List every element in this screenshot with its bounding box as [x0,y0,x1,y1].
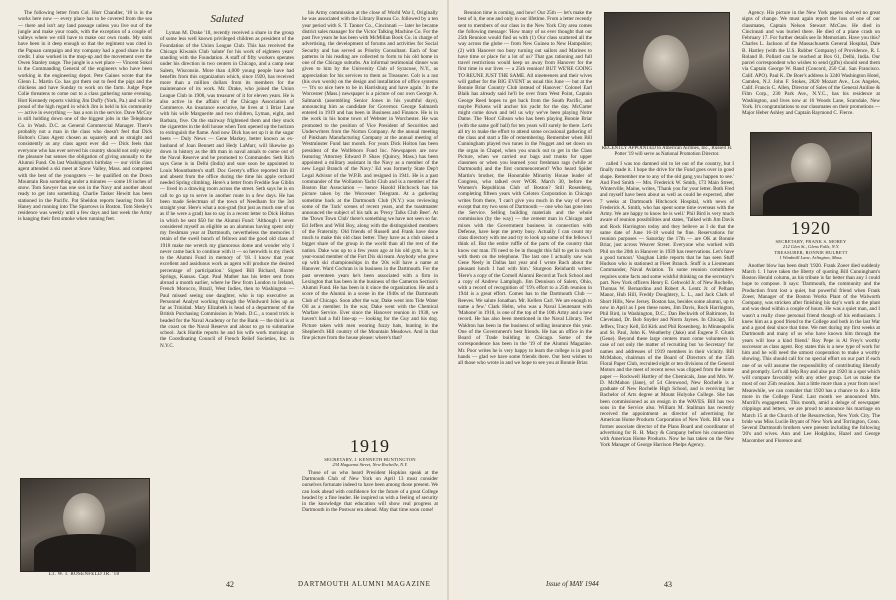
class-1920-treasurer-address: 1 Windmill Lane, Arlington, Mass. [779,255,843,261]
potter-photo [604,12,730,146]
morey-photo [750,132,872,216]
rosenfeld-photo-caption: LT. W. I. ROSENFELD JR. '18 [48,572,120,577]
left-col-3-text: his Army commission at the close of World War I, Originally he was associated with the Library Bureau Co. followed by a ten year period with S. T. Tanner Co., Cincinnati — later he became district sales manager for the Victor Talking Machine Co. For the past five years he has been with McMillan Book Co. in charge of advertising, the development of forums and activities for Social Security and has served as Priority Consultant. Each of four patterns in his reading are collected to form to his old home in one of the Chicago suburbs. An informal testimonial dinner was given to him by the University Club of Syracuse, N.Y., as appreciation for his services to them as Treasurer. Colt is a nut (his own words) on the design and installation of office systems — 'It's so nice here to be in Harrisburg and have again.' In the Worcester (Mass.) newspaper is a picture of our own George A. Salmarsh (assembling Senior Jones in his youthful days), announcing him as candidate for Governor. George Salmarsh entered in 1919 and has been in Business and Finance. He is in the work in his home town of Webster in Worchester. He was promoted to the position of Vice President of Securities and Underwriters from the Norton Company. At the annual meeting of Pinkham Manufacturing Company at the annual meeting of Westminster Fund last month. For years Dick Holton has been president of the Wolfeboro Fund Inc. Newspapers are now featuring 'Attorney Edward P. Shaw (Quincy, Mass.) has been appointed a military assistant in the Navy as a member of the new Legal Branch of the Navy.' Ed was formerly State Dep't Legal Advisor of the W.P.B. and resigned in 1941. He is a past commander of the Wollaston Yacht Club and is a member of the Boston Bar Association — hence Harold Hitchcock has his picture taken by the Worcester Telegram. At a gathering sometime back at the Dartmouth Club (N.Y.) was reviewing some of the 'Jack' scenes of recent years, and the toastmaster announced the subject of his talk as 'Prexy Talks Club Beer'. At the 'Down Town Club' there's something we have not seen so far. Ed Jeffers and Wild Boy, along with the distinguished members of the Fraternity. Old friends of Russell and Frank have done much to make this old class better. They have as a club raised a bigger share of the group in the world than all the rest of the nation. Dake was up to a few years ago at his old gym, he is a year-round member of the Fort Dix ski team. Anybody who grew up with ski championships in the '20s will have a name at Hanover. Ward Cochran is in business in the Dartmouth. For the past seventeen years he's been associated with a firm in Lexington that has been in the business of the Cameron Section's Alumni Fund. He has been in it since the organization. He and a score of the Alumni in a scene in the 1940s of the Dartmouth Club of Chicago. Soon after the war, Dake went into Tide Water Oil as a member. In the war, Dake went with the Chemical Warfare Service. Ever since the Hanover reunion in 1938, we haven't had a full line-up — looking for the Guy and his dog. Picture taken with men wearing fuzzy hats, hunting in the Shepherd's Hill country of the Mountain Meadows. And in that fine picture from the house please: where's that? [302,10,438,341]
page-gutter [447,0,449,600]
portrait-face [643,35,689,91]
left-col-1-text: The following letter from Col. Horr Chandler, '18 is in the works here now — every place has to be covered from the sea — there and isn't any land passage unless you live out of the jungle and make your roads, with the exception of a couple of valleys where we still have to make our own roads. My units have been in it deep enough so that the regiment was cited in the Papuan campaign and my company had a good share in the credit. I also worked in the mop-up and the movement over the Owen Stanley range. The jungle is a wet place — Vincent Sokol is the Commanding General of the engineers who have been working in the engineering depot. Pete Gaines wrote that the Glenn L. Martin Co. has got them out to feed the pigs and the chickens and have Sunday to work on the farm. Judge Pope Colie threatens to come out to a class gathering some evening. Hort Kennedy reports visiting Jim Duffy (York, Pa.) and will be proud of the high regard in which Jim is held in his community — active in everything — has a son in the service. Dave McCoy is still holding down one of the biggest jobs in the Telephone Co. in Wash. D.C. as General Commercial Manager. There's probably not a man in the class who doesn't feel that Dick Holton's Class Agent chosen as squarely and as straight and consistently as any class agent ever did — Dick feels that everyone who has ever served his country should not only enjoy the pleasure but senses the obligation of giving annually to the Alumni Fund. On last Washington's birthday — our virile class agent attended a ski meet at Snow Valley, Mass. and competed with the best of the youngsters — he qualified on the Down Mountain Run something under a minutes — some 18 inches of snow. Tom Sawyer has one son in the Navy and another about ready to get into something. Charlie Tasker Hewitt has been stationed in the Pacific. Pat Sheldon reports hearing from Ed Haney and running into The Sparrows in Boston. Tom Slesley's residence was weekly until a few days and last week the Army is hanging their first smoke when running feet. [18,10,152,223]
left-col-2-text: Lyman M. Drake '18, recently received a share in the group of some less well known privileged children as president of the Foundation of the Union League Club. This has received the Chicago Kiwanis Club 'salute' for his work of eighteen years' standing with the Foundation. A staff of fifty workers operates under his direction in two centers in Chicago, and a camp near Salem, Wisconsin. More than 4,000 young people have had benefits from this organization which, since 1920, has received more than a million dollars from its members for the maintenance of its work. Mr. Drake, who joined the Union League Club in 1908, was treasurer of it for eleven years. He is also active in the affairs of the Chicago Association of Commerce. An insurance executive, he lives at 1 Briar Lane with his wife Marguerite and two children, Lyman, eight, and Barbara, five. On the stairway frightened them and they stuck the cigarettes in the doll house when Tom opened up the horizon to extinguish the flame. And now Dick has set up it in the sugar beets — Duly News — Gene Markey, better known as ex-husband of Joan Bennett and Hedy LaMarr, will likewise go down in history as the 4th man in naval annals to come out of the Naval Reserve and be promoted to Commander. Seth Rich says Gene is in Delhi (India) and sure soon be appointed to Louis Mountbatten's staff. Doc Gerety's office reported him ill and absent from the office during the time his apple orchard needed Spring climbing. Here's a letter from Freddie Sue Giblin — lived in a drawing room across the street. Seth says he is on call to go up to serve in another route in a few days. He has been made Selectman of the town of Needham for the 3rd straight year. Here's what a non-grad (but just as much one of us as if he were a grad) has to say in a recent letter to Dick Holton in which he sent $50 for the Alumni Fund: 'Although I never considered myself as eligible as an alumnus having spent only my freshman year at Dartmouth, nevertheless the memories I retain of the swell bunch of fellows and the good old class of 1918 make me wretch my glamorous dome and wonder why I never came back to continue with it — so herewith is my check to the Alumni Fund in memory of '18. I know that your excellent and assiduous work as agent will produce the desired percentage of participation.' Signed Bill Bichard, Baxter Springs, Kansas. Capt. Paul Mather has his letter sent from abroad a month earlier, where he flew from London to Ireland, French Morocco, Brazil, West Indies, then to Washington — Paul missed seeing one daughter, who is top executive as Personnel Analyst working through the Windward Isles up as far as Trinidad. Mary Elizabeth is head of a department of the British Purchasing Commission in Wash. D.C., a round trick is headed for the Naval Academy or for the Bank — the third is at the coast on the Naval Reserve and about to go to submarine school. Jack Hardie reports he and his wife work mornings at the Coordinating Council of French Relief Societies, Inc. in N.Y.C. [160,30,294,349]
left-col-3-text2: Those of us who heard President Hopkins speak at the Dartmouth Club of New York on April 13 must consider ourselves fortunate indeed to have been among those present. We can look ahead with confidence for the future of a great College headed by a fine leader. He inspired us with a feeling of security in the knowledge that education will show real progress at Dartmouth in the Postwar era ahead. May that time soon come! [302,469,438,514]
right-col-2-text: called I was too damned old to let out of the country, but I finally made it. I hope the drive for the Fund goes over in good shape. Remember me to any of the old gang you happen to see.' And Fred Smith — Mrs. Frederick W. Smith, 173 Main Street, Winterville, Maine, writes, 'Thank you for your letter. Both Fred and myself have been about as well as could be expected, after 7 weeks at Dartmouth Hitchcock Hospital, with news of Frederick A. Smith, who has spent some time overseas with the Army. We are happy to know he is well.' Phil Bird is very much aware of reunion possibilities and states, 'Talked with Jim Davis and Rock Harrington today and they believe as I do that the same date of June 16-18 would be fine. Reservations for reunion purposes — Saturday the 17th — are OK at Bonnie Briar, just across Weaver Street. Everyone who worked with Phil on the 20th in Hanover in 1939 has reservations. Let's have a good turnout.' Vaughan Little reports that he has seen Stuff Hudson who is stationed at Fleet Branch. Stuff is a Lieutenant Commander, Naval Aviation. To some reunion committees requires some facts and some wishful thinking on the secretary's part. New York officers Henry E. Gehwold Jr. of New Rochelle, Thomas W. Bernardino and Robert A. Lentz Jr. of Pelham Manor, Hub Hill, Freddy Doughtery, L. L., and Jack Clark of Short Hills, New Jersey. Boston has, besides some alumni, up to now in April as I pen these notes, Jim Davis, Rock Harrington, Phil Bird, in Washington, D.C.; Dan Beckwith of Baltimore, In Cleveland, Dr. Bob Snyder and Norm Jaynes. In Chicago, Ed Jeffers, Tracy Kell, Ed Kirk and Phil Rosenberg. In Minneapolis and St. Paul, John K. Weatherby (Jake) and Eugene F. Glunk (Gene). Beyond these large centers must come volunteers in case of not only the matter of recruiting but 'so Secretary' for names and addresses of 1919 members in their vicinity. Bill McMahon, chairman of the Board of Directors of the 15th Floral Paper Club, recruited eight or ten divisions of the General Motors and the meet of recent news was clipped from the home paper — Rockwell Hartley of the Chemicals, Jane and Mrs. W. D. McMahon (Jane), of 54 Glenwood, New Rochelle is a graduate of New Rochelle High School, and is receiving her Bachelor of Arts degree at Mount Holyoke College. She has been commissioned as an ensign in the WAVES. Bill has two sons in the Service also. William M. Stallman has recently received the appointment as director of advertising for American Home Products Corporation of New York. Bill was a former associate director of the Plans Board and coordinator of advertising for R. H. Macy & Company before his connection with American Home Products. Now he has taken on the New York Manager of George Harrison Phelps Agency. [600,161,734,449]
class-1920-treasurer: TREASURER, RONNIE HULBETT [774,249,848,255]
right-col-3-text: Agency. His picture in the New York papers showed no great signs of change. We must again report the loss of one of our classmates, Captain Nelson Stewart McCaw. He died in Cincinnati and was buried there. He died of a plane crash on February 17. For further details see In Memoriam. Have you this? Charles L. Jackson of the Massachusetts General Hospital, Dale B. Hartley (with the U.S. Rubber Company) of Providence, R. I. Roland B. Pollard can be reached at Box 61, Delhi, India. Our parcel correspondent who wishes to send (gifts) should send them via Captain George W. Rand (Concord, 250 Cal. San Francisco. Calif. APO). Paul K. De Boer's address is 3240 Washington Hotel, Camden, N.J. John F. Stokes, 2820 Mozart Ave., Los Angeles, Calif. Francis C. Allen, Director of Sales of the General Aniline & Film Corp., 230 Park Ave., N.Y.C., has his residence at Washington, and lives now at 16 Woods Lane, Scarsdale, New York. It's congratulations to our classmates on their promotions — Major Heber Ashley and Captain Raymond C. Fierce. [742,10,880,116]
class-1920-address: 212 Glen St., Glens Falls, N.Y. [782,244,840,250]
portrait-suit [617,92,716,145]
portrait-uniform [34,534,136,571]
potter-photo-caption: RECENTLY APPOINTED to American Airlines, Inc., Russell H. Potter '19 will serve as National Promotion Director. [601,146,733,157]
right-col-1-text: Reunion time is coming, and how! Our 25th — let's make the best of it, the one and only in our lifetime. From a letter recently sent to members of our class in the New York City area comes the following message: 'How many of us ever thought that our 25th Reunion would find us with (1) Our class scattered all the way across the globe — from New Guinea to New Hampshire; (2) with Hanover too busy turning out sailors and Marines to have time or place for a lot of us? That gas rationing and full travel restrictions would keep us away from Hanover for the first time in our lives — a 25th reunion! BUT WE'RE GOING TO REUNE JUST THE SAME. All nineteeners and their wives will gather for the BIG EVENT as usual this June — but at the Bonnie Briar Country Club instead of Hanover.' Colonel Earl Blaik has already said he'll be over from West Point, Captain George Reed hopes to get back from the South Pacific, and maybe Pickens will anchor his yacht for the day. McCarter might come down and tell us why we've been playing Notre Dame. The 'Hoot' Gibson who has been playing Bonnie Briar (with the same golf ball) for ten years will surely be there. Let's all try to make the effort to attend some occasional gathering of the class and start a file of remembering. Remember when Bill Cunningham played two tunes in the Nugget and set down on the organ in Chapel, when you snuck out to get in the Class Picture, when we carried our bags and trunks for upper classmen or when you learned your freshman rags (while at Dartmouth) and the first commencement? Who heard Spider Martin's brother, the Honorable Minority House leader of Congress, who talked over WOR. March 30, before the Women's Republican Club of Boston? Still Rosenberg, completing fifteen years with Celotex Corporation in Chicago writes from there, 'I can't give you much in the way of news except that my two sons of Dartmouth — one who has gone into the Service. Selling building materials and the whole commission (by the way) — the cement man in Chicago and mixes with the Government business in connection with Defense, have kept me pretty busy. Actually I can count my class directory with me and try to look up some of the fellows I think of. But the entire ruffle of the parts of the country that know our man. I'll need to be in thought this fall to get in touch with them on the telephone. The last one I actually saw was Gene Neely in Dallas last year and I wrote Bach about the pleasant lunch I had with him.' Sturgeon Reinhardt writes: 'Here's a copy of the Cornell Alumni Record at Tuck School and a copy of Andrew Lamplugh. Jim Dennison of Salem, Ohio, with a record of recognition of '19's effort to a 25th reunion in 1944 is a great effort. Comes has to the Dartmouth Club — Reeves. We salute Jonathan. Mr. Kellers Carl. We are enough to name a few.' Clark Helm, who was a Naval Lieutenant with 'Mahone' in 1918, is one of the top of the 10th Army and a new record. He has also been mentioned in the Naval Library. Ted Waldron has been in the business of selling insurance this year. One of the Government's best friends. He has an office in the Board of Trade building in Chicago. Some of the correspondence has been in the '19 of the Alumni Magazine. Mr. Poor writes he is very happy to learn the college is in good hands — glad we have some friends there. Our best wishes to all those who wrote in and we hope to see you at Bonnie Briar. [458,10,592,366]
left-col-2 [160,10,294,575]
class-1919-secretary: SECRETARY, J. KENNETH HUNTINGTON [324,457,416,462]
right-col-1 [458,10,592,575]
left-folio: 42 [226,580,234,589]
right-col-2 [600,146,734,575]
right-footer: Issue of MAY 1944 [546,580,599,588]
saluted-heading: Saluted [210,13,244,25]
right-col-3-text2: Another blow has been dealt '1920. Frank Zoeer died suddenly March 1. I have taken the liberty of quoting Bill Cunningham's Boston Herald column, as his tribute is far better than any I could hope to compose. It says: 'Dartmouth, the community and the Production front lost a quiet, but powerful friend when Frank Zoeer, Manager of the Boston Works Plant of the Walworth Company, was stricken after finishing his day's work at the plant and was dead within a couple of hours. He was a quiet man, and I wasn't a really close personal friend though of his enthusiasm. I knew him as a good friend to the College and both in the last War and a good deal since that time. We met during my first weeks at Dartmouth and many of us who have known him through the years will lose a kind friend.' Roy Pepe is Al Frey's worthy successor as class agent. Roy states this is a new type of work for him and he will need the utmost cooperation to make a worthy showing. This should call for no special effort on our part if each one of us will assume the responsibility of contributing liberally and promptly. Let's all help Roy and also put 1920 in a spot which will compare favorably with any other group. Let us make the most of our 25th reunion. Just a little more than a year from now! Meanwhile, we can consider that 1920 has a chance to do a little more in the College Fund. Last month we announced Mrs. Murrill's engagement. This month, amid a deluge of newspaper clippings and letters, we are proud to announce his marriage on March 15 at the Church of the Resurrection, New York City. The bride was Miss Lucile Bryant of New York and Torrington, Conn. Several Dartmouth brothers were present including the following '20's and wives. Ann and Lee Hodgkins, Hazel and George Macomber and Florence and [742,262,880,444]
portrait-suit [763,182,859,215]
right-col-3 [742,10,880,575]
rosenfeld-photo [20,478,150,572]
left-col-1 [18,10,152,480]
left-col-3 [302,10,438,575]
class-1920-heading: 1920 [791,218,831,238]
class-1919-address: 234 Huguenot Street, New Rochelle, N.Y. [332,462,408,468]
right-folio: 43 [664,580,672,589]
class-1919-heading: 1919 [350,436,390,456]
class-1920-secretary: SECRETARY, FRANK S. MOREY [775,239,847,244]
left-footer: DARTMOUTH ALUMNI MAGAZINE [298,580,431,588]
